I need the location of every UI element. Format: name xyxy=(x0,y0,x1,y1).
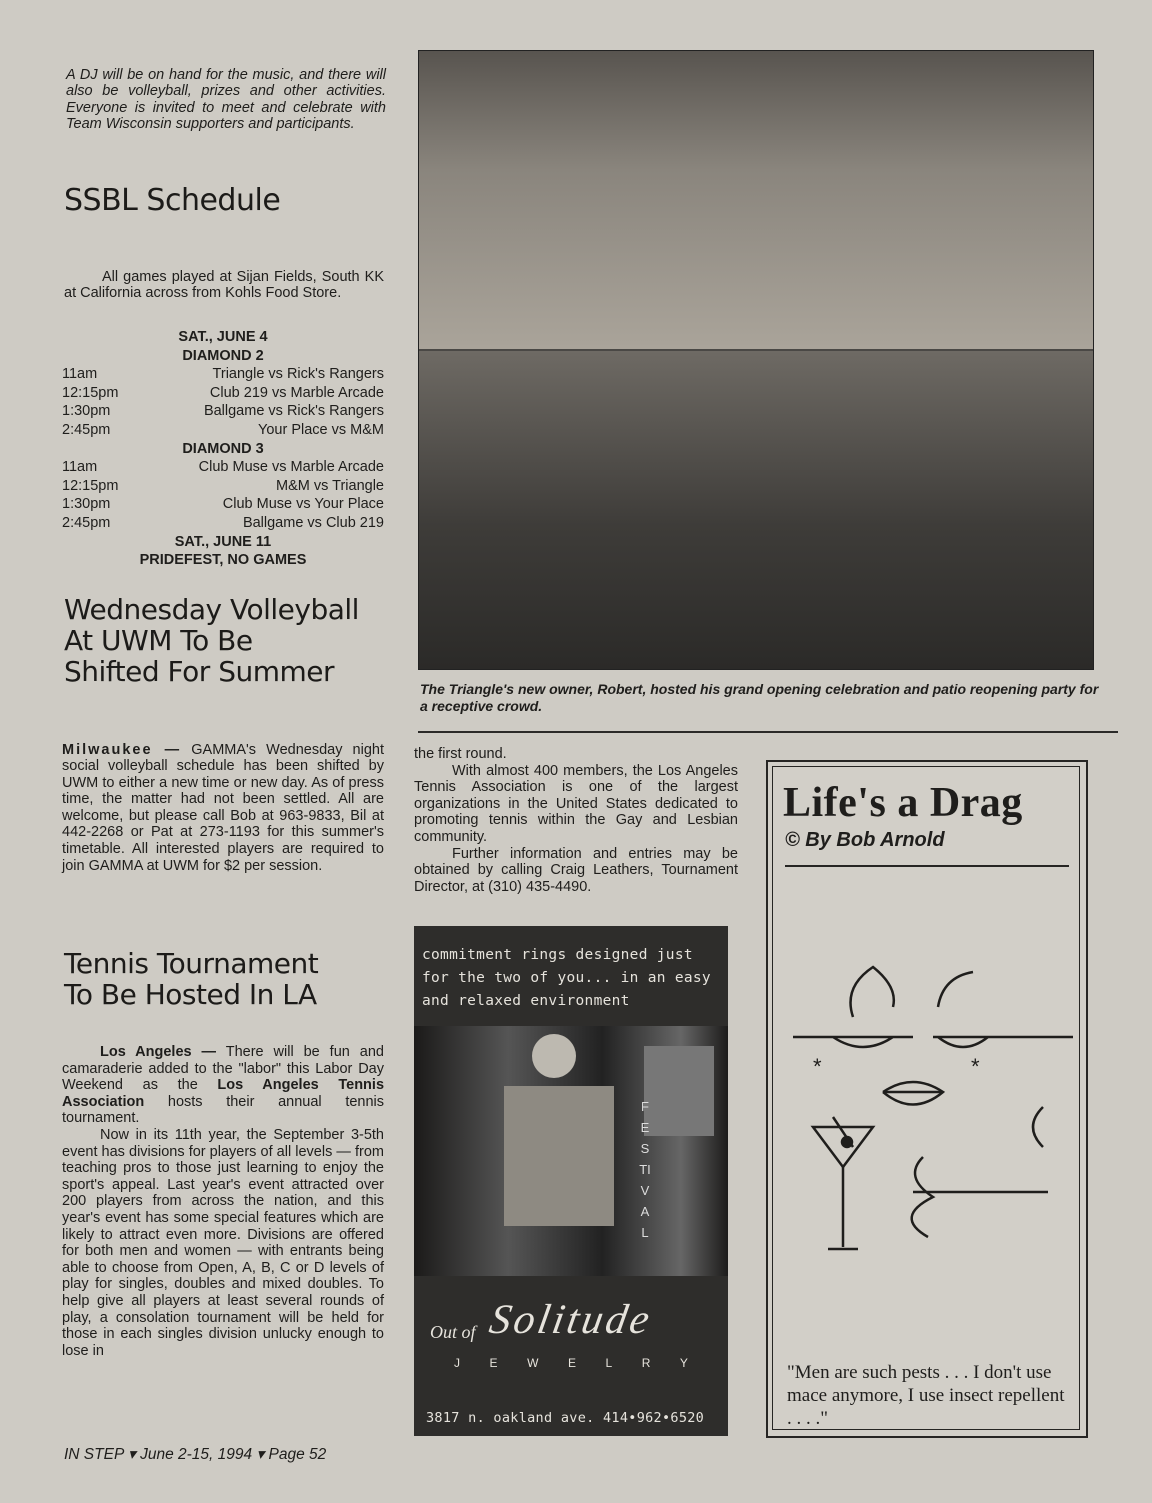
bar-party-photo xyxy=(418,50,1094,670)
schedule-row: 2:45pm Your Place vs M&M xyxy=(62,421,384,438)
dateline: Milwaukee — xyxy=(62,741,182,758)
ear-outline xyxy=(1033,1107,1043,1147)
schedule-row: 1:30pm Ballgame vs Rick's Rangers xyxy=(62,403,384,420)
left-eye xyxy=(793,1037,913,1047)
tennis-headline: Tennis Tournament To Be Hosted In LA xyxy=(64,947,319,1011)
no-games-note: PRIDEFEST, NO GAMES xyxy=(139,552,307,569)
ssbl-schedule xyxy=(62,328,384,570)
schedule-row: 11am Triangle vs Rick's Rangers xyxy=(62,366,384,383)
schedule-row: 1:30pm Club Muse vs Your Place xyxy=(62,496,384,513)
schedule-date: SAT., JUNE 4 xyxy=(178,329,268,345)
panel-shape xyxy=(504,1086,614,1226)
ad-headline: commitment rings designed just for the two of you... in an easy and relaxed environment xyxy=(422,947,711,1009)
jewelry-advertisement xyxy=(414,926,728,1436)
patio-photo xyxy=(419,51,1093,349)
right-eyebrow xyxy=(938,972,973,1007)
schedule-row: 12:15pm Club 219 vs Marble Arcade xyxy=(62,384,384,401)
schedule-row: 12:15pm M&M vs Triangle xyxy=(62,477,384,494)
right-eye xyxy=(933,1037,1073,1047)
tennis-paragraph: With almost 400 members, the Los Angeles Tennis Association is one of the largest organizations in the United States dedicated to promoting tennis within the Gay and Lesbian community. xyxy=(414,762,738,845)
schedule-date: SAT., JUNE 11 xyxy=(174,533,272,550)
ad-address: 3817 n. oakland ave. 414•962•6520 xyxy=(426,1410,705,1426)
ad-brand: Solitude xyxy=(485,1297,656,1343)
tennis-article-continued: the first round. With almost 400 members, the Los Angeles Tennis Association is one of the largest organizations in the United States dedicated to promoting tennis within the Gay and Lesbian community. Further information and entries may be obtained by calling Craig Leathers, Tournament Director, at (310) 435-4490. xyxy=(414,746,738,895)
volleyball-article: Milwaukee — GAMMA's Wednesday night social volleyball schedule has been shifted by UWM to either a new time or new day. As of press time, the matter had not been settled. All are welcome, but please call Bob at 963-9833, Bil at 442-2268 or Pat at 273-1193 for this summer's timetable. All interested players are required to join GAMMA at UWM for $2 per session. xyxy=(62,741,385,874)
photo-caption: The Triangle's new owner, Robert, hosted his grand opening celebration and patio reopening party for a receptive crowd. xyxy=(420,681,1099,714)
comic-title: Life's a Drag xyxy=(783,780,1023,826)
dateline: Los Angeles — xyxy=(100,1044,217,1060)
section-divider xyxy=(418,731,1118,733)
comic-quote: "Men are such pests . . . I don't use mace anymore, I use insect repellent . . . ." xyxy=(787,1362,1065,1429)
beauty-mark-right: * xyxy=(971,1054,980,1079)
ssbl-intro: All games played at Sijan Fields, South KK at California across from Kohls Food Store. xyxy=(64,268,384,302)
drag-face-drawing xyxy=(773,947,1079,1347)
schedule-row: 2:45pm Ballgame vs Club 219 xyxy=(62,514,384,531)
schedule-row: 11am Club Muse vs Marble Arcade xyxy=(62,459,384,476)
ad-jewelry: J E W E L R Y xyxy=(454,1356,694,1370)
page-footer: IN STEP ▾ June 2-15, 1994 ▾ Page 52 xyxy=(64,1446,327,1463)
panel-shape xyxy=(644,1046,714,1136)
beauty-mark-left: * xyxy=(813,1054,822,1079)
comic-byline: © By Bob Arnold xyxy=(785,829,945,851)
comic-rule xyxy=(785,865,1069,867)
diamond-label: DIAMOND 2 xyxy=(182,347,264,364)
ad-artwork xyxy=(414,1026,728,1276)
tennis-paragraph: Now in its 11th year, the September 3-5th event has divisions for players of all levels — from teaching pros to those just learning to enjoy the sport's appeal. Last year's event attracted over 200 players from across the nation, and this year's event has some special features which are likely to attract even more. Divisions are offered for both men and women — with entrants being able to choose from Open, A, B, C or D levels of play for singles, doubles and mixed doubles. To help give all players at least several rounds of play, a consolation tournament will be held for those in each singles division unlucky enough to lose in xyxy=(62,1126,384,1359)
diamond-label: DIAMOND 3 xyxy=(182,440,264,457)
tennis-paragraph: Los Angeles — There will be fun and camaraderie added to the "labor" this Labor Day Weekend as the Los Angeles Tennis Association hosts their annual tennis tournament. xyxy=(62,1044,385,1127)
cigarette-hand xyxy=(912,1157,933,1237)
ad-outof: Out of xyxy=(430,1322,476,1342)
face-shape xyxy=(532,1034,576,1078)
bar-interior-photo xyxy=(419,351,1093,669)
tennis-paragraph: Further information and entries may be obtained by calling Craig Leathers, Tournament Director, at (310) 435-4490. xyxy=(414,845,738,895)
comic-panel xyxy=(766,760,1088,1438)
ssbl-headline: SSBL Schedule xyxy=(64,183,281,218)
left-eyebrow xyxy=(851,967,894,1017)
tennis-article xyxy=(62,1044,384,1359)
festival-sign: FESTIVAL xyxy=(639,1099,651,1240)
ad-collage-art xyxy=(414,1026,728,1276)
volleyball-headline: Wednesday Volleyball At UWM To Be Shifted For Summer xyxy=(64,593,359,688)
intro-paragraph: A DJ will be on hand for the music, and there will also be volleyball, prizes and other activities. Everyone is invited to meet and celebrate with Team Wisconsin supporters and participants. xyxy=(66,66,386,132)
